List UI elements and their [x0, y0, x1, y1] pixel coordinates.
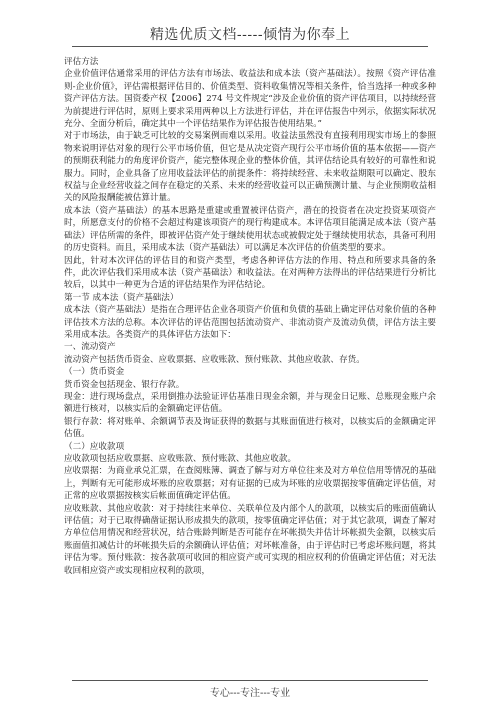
subsection-heading: （二）应收款项 [64, 441, 125, 452]
paragraph: 对于市场法，由于缺乏可比较的交易案例而难以采用。收益法虽然没有直接利用现实市场上的参照物来说明评估对象的现行公平市场价值，但它是从决定资产现行公平市场价值的基本依据——资产的预期获利能力的角度评价资产，能完整体现企业的整体价值，其评估结论具有较好的可靠性和说服力。同时，企业具备了应用收益法评估的前提条件：将持续经营、未来收益期限可以确定、股东权益与企业经营收益之间存在稳定的关系、未来的经营收益可以正确预测计量、与企业预期收益相关的风险报酬能被估算计量。 [64, 131, 436, 204]
paragraph: 成本法（资产基础法）是指在合理评估企业各项资产价值和负债的基础上确定评估对象价值的各种评估技术方法的总称。本次评估的评估范围包括流动资产、非流动资产及流动负债，评估方法主要采用成本法。各类资产的具体评估方法如下： [64, 305, 436, 340]
paragraph: 应收款项包括应收票据、应收账款、预付账款、其他应收款。 [64, 454, 297, 464]
header-divider [72, 46, 428, 47]
footer-divider [72, 680, 428, 681]
paragraph: 现金：进行现场盘点，采用倒推办法验证评估基准日现金余额，并与现金日记账、总账现金账户余额进行核对，以核实后的金额确定评估值。 [64, 391, 436, 415]
section-heading: 第一节 成本法（资产基础法） [64, 292, 179, 303]
page-header: 精选优质文档-----倾情为你奉上 [149, 27, 351, 43]
paragraph: 银行存款：将对账单、余额调节表及询证获得的数据与其账面值进行核对，以核实后的金额确定评估值。 [64, 416, 436, 440]
paragraph: 成本法（资产基础法）的基本思路是重建或重置被评估资产，潜在的投资者在决定投资某项资产时，所愿意支付的价格不会超过构建该项资产的现行构建成本。本评估项目能满足成本法（资产基础法）评估所需的条件，即被评估资产处于继续使用状态或被假定处于继续使用状态，具备可利用的历史资料。而且，采用成本法（资产基础法）可以满足本次评估的价值类型的要求。 [64, 205, 436, 254]
paragraph: 企业价值评估通常采用的评估方法有市场法、收益法和成本法（资产基础法）。按照《资产评估准则-企业价值》，评估需根据评估目的、价值类型、资料收集情况等相关条件，恰当选择一种或多种资产评估方法。国资委产权【2006】274 号文件规定“涉及企业价值的资产评估项目，以持续经营为前提进行评估时，原则上要求采用两种以上方法进行评估，并在评估报告中列示，依据实际状况充分、全面分析后，确定其中一个评估结果作为评估报告使用结果。” [64, 69, 436, 130]
paragraph-heading: 评估方法 [64, 57, 99, 67]
paragraph: 流动资产包括货币资金、应收票据、应收账款、预付账款、其他应收款、存货。 [64, 354, 365, 365]
subsection-heading: 一、流动资产 [64, 342, 116, 353]
paragraph: 因此，针对本次评估的评估目的和资产类型，考虑各种评估方法的作用、特点和所要求具备的条件，此次评估我们采用成本法（资产基础法）和收益法。在对两种方法得出的评估结果进行分析比较后，以其中一种更为合适的评估结果作为评估结论。 [64, 255, 436, 291]
document-body [64, 56, 436, 577]
page-footer: 专心---专注---专业 [209, 688, 291, 699]
paragraph: 应收账款、其他应收款：对于持续往来单位、关联单位及内部个人的款项，以核实后的账面值确认评估值；对于已取得确凿证据认形成损失的款项，按零值确定评估值；对于其它款项，调查了解对方单位信用情况和经营状况，结合账龄判断是否可能存在坏帐损失并估计坏帐损失金额，以核实后账面值扣减估计的坏帐损失后的余额确认评估值；对坏帐准备，由于评估时已考虑坏账问题，将其评估为零。预付账款：按各款项可收回的相应资产或可实现的相应权利的价值确定评估值；对无法收回相应资产或实现相应权利的款项， [64, 503, 436, 576]
subsection-heading: （一）货币资金 [64, 367, 125, 378]
paragraph: 应收票据：为商业承兑汇票，在查阅账簿、调查了解与对方单位往来及对方单位信用等情况的基础上，判断有无可能形成坏账的应收票据；对有证据的已成为坏账的应收票据按零值确定评估值，对正常的应收票据按核实后帐面值确定评估值。 [64, 466, 436, 502]
paragraph: 货币资金包括现金、银行存款。 [64, 379, 185, 390]
